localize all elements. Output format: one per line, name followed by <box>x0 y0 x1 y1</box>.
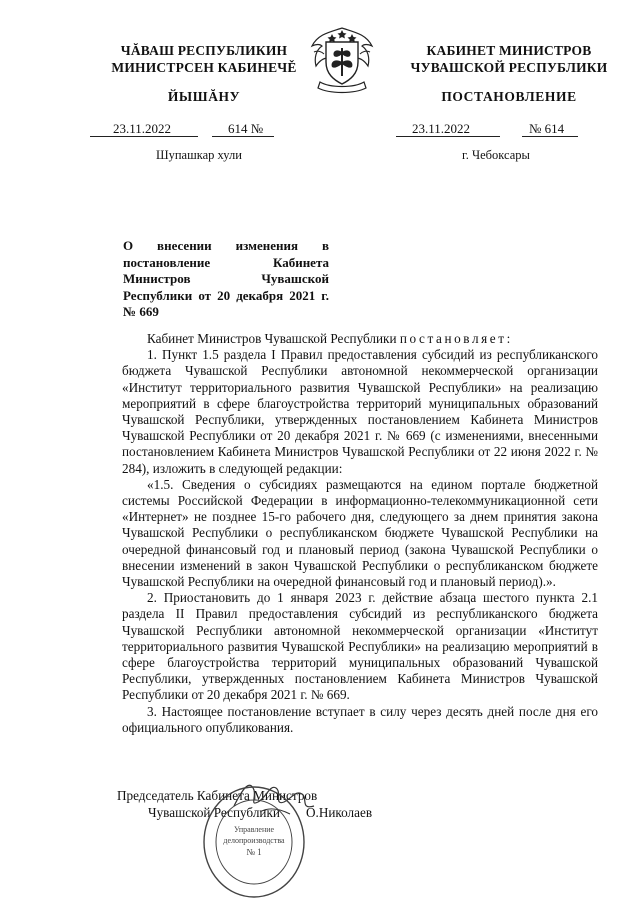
left-date: 23.11.2022 <box>113 121 172 136</box>
document-body <box>122 331 598 736</box>
header-left-org <box>78 42 330 76</box>
signature-name: О.Николаев <box>306 805 373 820</box>
paragraph-1-quote: «1.5. Сведения о субсидиях размещаются на едином портале бюджетной системы Российской Федерации в информационно-телекоммуникационной сети «Интернет» не позднее 15-го рабочего дня, следующего за днем принятия закона Чувашской Республики о республиканском бюджете Чувашской Республики на очередной финансовый год и плановый период (закона Чувашской Республики о внесении изменений в закон Чувашской Республики о республиканском бюджете Чувашской Республики на очередной финансовый год и плановый период).». <box>122 476 598 590</box>
right-date: 23.11.2022 <box>412 121 471 136</box>
header-right-org <box>398 42 620 76</box>
left-city: Шупашкар хули <box>156 148 242 162</box>
header-right-title: ПОСТАНОВЛЕНИЕ <box>441 89 577 104</box>
paragraph-3: 3. Настоящее постановление вступает в силу через десять дней после дня его официального опубликования. <box>122 703 598 735</box>
paragraph-1: 1. Пункт 1.5 раздела I Правил предоставления субсидий из республиканского бюджета Чувашской Республики автономной некоммерческой организации «Институт территориального развития Чувашской Республики» на реализацию мероприятий в сфере благоустройства территорий муниципальных образований Чувашской Республики, утвержденных постановлением Кабинета Министров Чувашской Республики от 20 декабря 2021 г. № 669 (с изменениями, внесенными постановлением Кабинета Министров Чувашской Республики от 22 июня 2022 г. № 284), изложить в следующей редакции: <box>122 347 598 476</box>
right-number-underline <box>522 136 578 137</box>
right-date-underline <box>396 136 500 137</box>
header-right-line2: ЧУВАШСКОЙ РЕСПУБЛИКИ <box>410 60 608 75</box>
left-number: 614 № <box>228 121 264 136</box>
intro-paragraph <box>122 331 598 347</box>
header-right-line1: КАБИНЕТ МИНИСТРОВ <box>426 43 592 58</box>
left-number-underline <box>212 136 274 137</box>
signature-position-line1: Председатель Кабинета Министров <box>117 788 318 803</box>
header-left-title: ЙЫШĂНУ <box>167 89 241 104</box>
left-date-underline <box>90 136 198 137</box>
paragraph-2: 2. Приостановить до 1 января 2023 г. действие абзаца шестого пункта 2.1 раздела II Правил предоставления субсидий из республиканского бюджета Чувашской Республики автономной некоммерческой организации «Институт территориального развития Чувашской Республики» на реализацию мероприятий в сфере благоустройства территорий муниципальных образований Чувашской Республики, утвержденных постановлением Кабинета Министров Чувашской Республики от 20 декабря 2021 г. № 669. <box>122 590 598 703</box>
stamp-line3: № 1 <box>246 847 262 857</box>
intro-verb: постановляет: <box>399 331 513 346</box>
stamp-line2: делопроизводства <box>223 836 285 845</box>
right-city: г. Чебоксары <box>462 148 530 162</box>
stamp-line1: Управление <box>233 825 275 834</box>
intro-prefix: Кабинет Министров Чувашской Республики <box>147 331 397 346</box>
document-subject: О внесении изменения в постановление Кабинета Министров Чувашской Республики от 20 декабря 2021 г. № 669 <box>123 238 329 319</box>
header-left-line1: ЧĂВАШ РЕСПУБЛИКИН <box>120 43 288 58</box>
header-left-line2: МИНИСТРСЕН КАБИНЕЧĚ <box>111 60 297 75</box>
signature-position-line2: Чувашской Республики <box>148 805 280 820</box>
right-number: № 614 <box>529 121 565 136</box>
chuvash-emblem-icon <box>308 22 376 94</box>
round-stamp-icon <box>200 782 308 900</box>
